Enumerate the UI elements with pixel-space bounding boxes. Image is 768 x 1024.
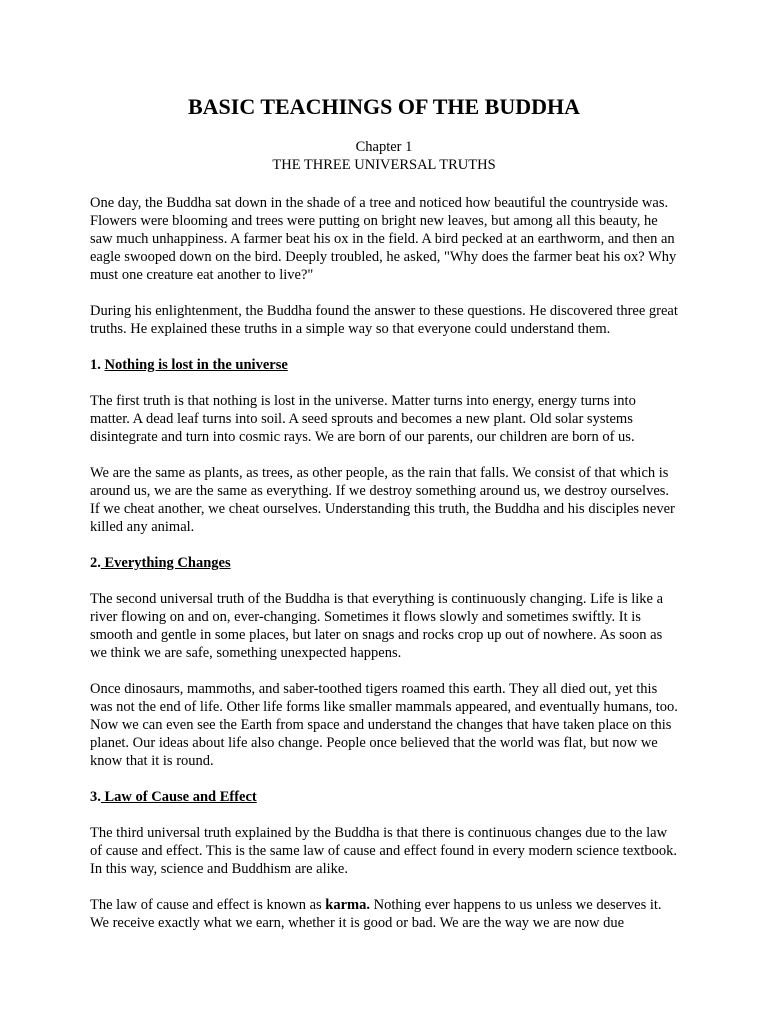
document-title: BASIC TEACHINGS OF THE BUDDHA [187,94,580,119]
section-label: Law of Cause and Effect [100,789,257,805]
section-number: 3. [90,789,101,805]
section-1-paragraph-1: The first truth is that nothing is lost in the universe. Matter turns into energy, energy turns into matter. A dead leaf turns into soil. A seed sprouts and becomes a new plant. Old solar systems disintegrate and turn into cosmic rays. We are born of our parents, our children are born of us. [90,393,636,445]
section-2-paragraph-2: Once dinosaurs, mammoths, and saber-toothed tigers roamed this earth. They all died out, yet this was not the end of life. Other life forms like smaller mammals appeared, and eventually humans, too. Now we can even see the Earth from space and understand the changes that have taken place on this planet. Our ideas about life also change. People once believed that the world was flat, but now we know that it is round. [90,681,678,769]
chapter-number: Chapter 1 [355,139,413,155]
section-2-paragraph-1: The second universal truth of the Buddha is that everything is continuously changing. Life is like a river flowing on and on, ever-changing. Sometimes it flows slowly and sometimes swiftly. It is smooth and gentle in some places, but later on snags and rocks crop up out of nowhere. As soon as we think we are safe, something unexpected happens. [90,591,664,661]
karma-continuation-text: Nothing ever happens to us unless we deserves it. We receive exactly what we earn, whether it is good or bad. We are the way we are now due [90,897,662,931]
intro-paragraph-1: One day, the Buddha sat down in the shade of a tree and noticed how beautiful the countryside was. Flowers were blooming and trees were putting on bright new leaves, but among all this beauty, he saw much unhappiness. A farmer beat his ox in the field. A bird pecked at an earthworm, and then an eagle swooped down on the bird. Deeply troubled, he asked, "Why does the farmer beat his ox? Why must one creature eat another to live?" [90,195,677,283]
section-label: Everything Changes [100,555,231,571]
section-3-paragraph-2 [90,896,678,932]
chapter-heading [90,138,678,174]
intro-paragraph-2: During his enlightenment, the Buddha found the answer to these questions. He discovered three great truths. He explained these truths in a simple way so that everyone could understand them. [90,303,678,337]
section-number: 2. [90,555,101,571]
karma-term: karma. [325,897,370,913]
section-1-paragraph-2: We are the same as plants, as trees, as other people, as the rain that falls. We consist of that which is around us, we are the same as everything. If we destroy something around us, we destroy ourselves. If we cheat another, we cheat ourselves. Understanding this truth, the Buddha and his disciples never killed any animal. [90,465,675,535]
section-3-paragraph-1: The third universal truth explained by the Buddha is that there is continuous changes due to the law of cause and effect. This is the same law of cause and effect found in every modern science textbook. In this way, science and Buddhism are alike. [90,825,678,877]
karma-intro-text: The law of cause and effect is known as [90,897,326,913]
chapter-title: THE THREE UNIVERSAL TRUTHS [272,157,496,173]
section-heading-1 [90,356,678,374]
section-label: Nothing is lost in the universe [104,357,288,373]
section-heading-2 [90,554,678,572]
section-number: 1. [90,357,105,373]
section-heading-3 [90,788,678,806]
